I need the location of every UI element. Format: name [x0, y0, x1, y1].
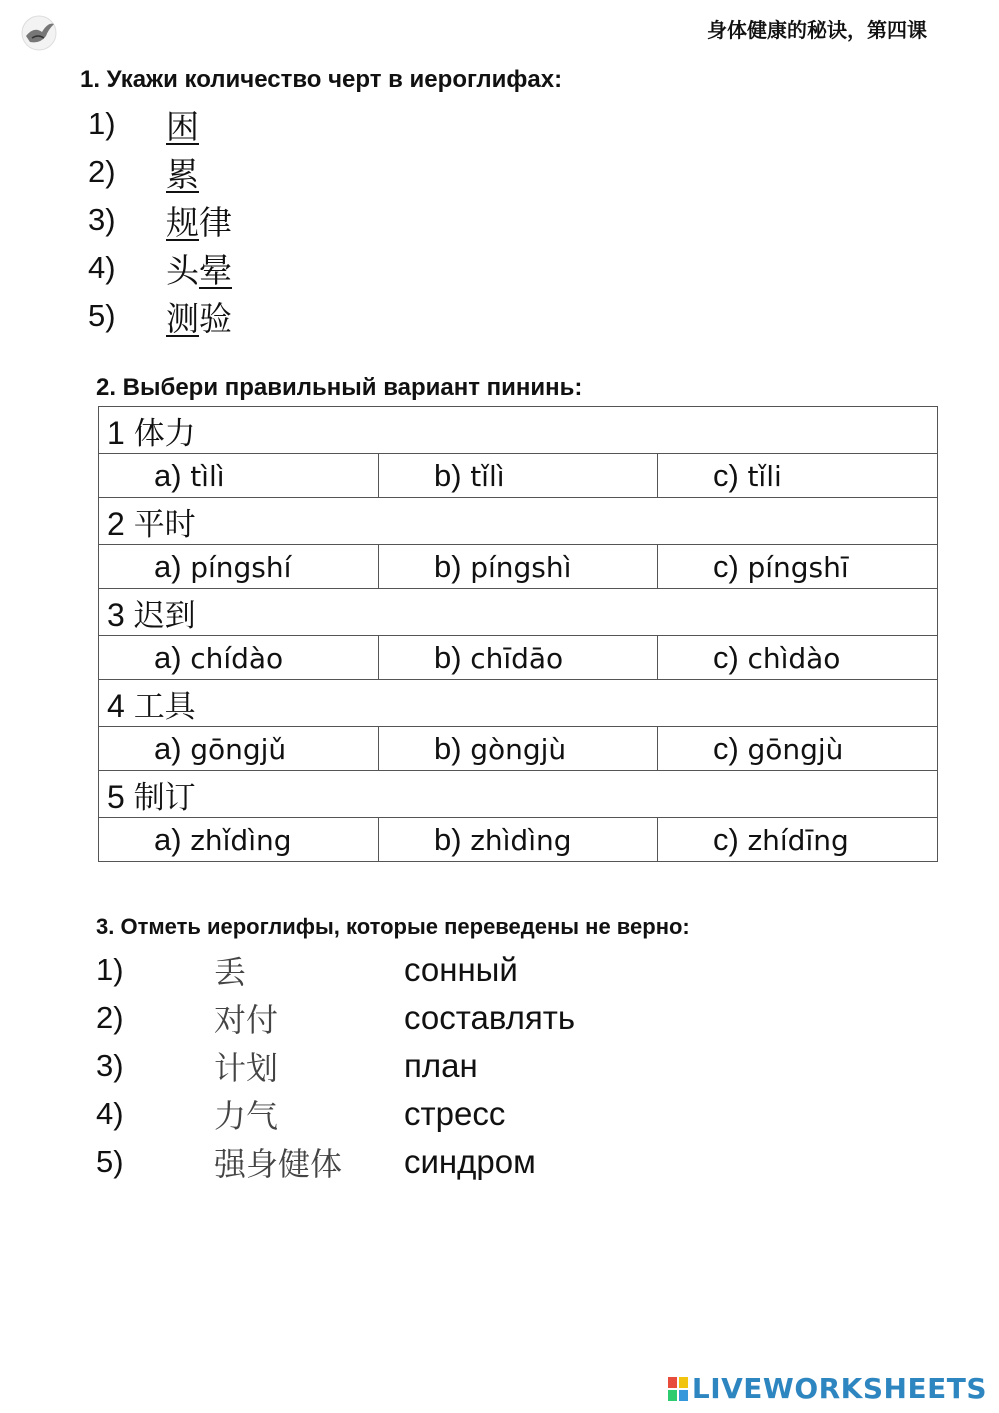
list-item[interactable]	[96, 1138, 575, 1186]
option-text: zhìdìng	[470, 823, 572, 857]
list-item[interactable]	[96, 1090, 575, 1138]
option-a[interactable]	[99, 545, 379, 589]
option-letter: c)	[713, 821, 739, 857]
option-b[interactable]	[379, 818, 658, 862]
question-cell	[99, 407, 938, 454]
bird-logo-icon	[20, 14, 58, 52]
item-number: 4)	[88, 250, 116, 285]
option-a[interactable]	[99, 818, 379, 862]
option-a[interactable]	[99, 454, 379, 498]
underlined-char[interactable]: 测	[166, 298, 199, 338]
option-letter: c)	[713, 639, 739, 675]
option-letter: a)	[154, 548, 182, 584]
question-number: 2	[107, 505, 125, 542]
option-letter: b)	[434, 821, 462, 857]
plain-char: 律	[199, 202, 232, 242]
option-b[interactable]	[379, 636, 658, 680]
option-letter: a)	[154, 457, 182, 493]
question-number: 3	[107, 596, 125, 633]
item-number: 5)	[88, 298, 116, 333]
item-number: 3)	[88, 202, 116, 237]
hanzi-word	[166, 293, 232, 340]
translation: синдром	[404, 1143, 536, 1180]
options-row	[99, 818, 938, 862]
liveworksheets-logo[interactable]	[668, 1372, 987, 1405]
question-cell	[99, 589, 938, 636]
option-b[interactable]	[379, 545, 658, 589]
translation: составлять	[404, 999, 576, 1036]
options-row	[99, 727, 938, 771]
question-number: 5	[107, 778, 125, 815]
brand-name: LIVEWORKSHEETS	[691, 1372, 987, 1405]
item-number: 1)	[88, 106, 116, 141]
section1-heading: 1. Укажи количество черт в иероглифах:	[80, 66, 563, 93]
option-text: gòngjù	[470, 732, 567, 766]
option-c[interactable]	[658, 545, 938, 589]
option-c[interactable]	[658, 727, 938, 771]
option-c[interactable]	[658, 636, 938, 680]
option-text: gōngjǔ	[190, 732, 287, 766]
underlined-char[interactable]: 困	[166, 106, 199, 146]
option-text: tǐlì	[470, 459, 505, 493]
hanzi-word: 计划	[214, 1049, 279, 1087]
question-row	[99, 407, 938, 454]
item-number: 2)	[88, 154, 116, 189]
option-c[interactable]	[658, 454, 938, 498]
item-number: 3)	[96, 1048, 124, 1083]
list-item	[88, 292, 232, 340]
underlined-char[interactable]: 晕	[199, 250, 232, 290]
section2-heading: 2. Выбери правильный вариант пининь:	[96, 374, 583, 401]
option-text: zhǐdìng	[190, 823, 292, 857]
option-letter: b)	[434, 457, 462, 493]
option-c[interactable]	[658, 818, 938, 862]
option-letter: c)	[713, 548, 739, 584]
question-word: 平时	[133, 506, 196, 543]
question-word: 制订	[133, 779, 196, 816]
option-text: píngshī	[747, 550, 849, 584]
translation: стресс	[404, 1095, 506, 1132]
option-letter: c)	[713, 730, 739, 766]
list-item[interactable]	[96, 946, 575, 994]
hanzi-word	[166, 101, 199, 148]
hanzi-word	[166, 245, 232, 292]
underlined-char[interactable]: 规	[166, 202, 199, 242]
question-word: 工具	[133, 688, 196, 725]
pinyin-table	[98, 406, 938, 862]
option-text: tìlì	[190, 459, 225, 493]
option-letter: b)	[434, 639, 462, 675]
option-a[interactable]	[99, 636, 379, 680]
option-text: píngshì	[470, 550, 572, 584]
option-text: zhídīng	[747, 823, 849, 857]
option-letter: b)	[434, 548, 462, 584]
question-number: 4	[107, 687, 125, 724]
question-cell	[99, 771, 938, 818]
question-row	[99, 498, 938, 545]
hanzi-word	[166, 197, 232, 244]
list-item[interactable]	[96, 1042, 575, 1090]
translation: сонный	[404, 951, 518, 988]
hanzi-word: 丢	[214, 953, 247, 991]
plain-char: 头	[166, 250, 199, 290]
underlined-char[interactable]: 累	[166, 154, 199, 194]
section1-list	[88, 100, 232, 340]
plain-char: 验	[199, 298, 232, 338]
section3-list	[96, 946, 575, 1186]
option-text: chìdào	[747, 641, 841, 675]
question-cell	[99, 680, 938, 727]
question-word: 体力	[133, 415, 196, 452]
hanzi-word	[166, 149, 199, 196]
options-row	[99, 545, 938, 589]
option-a[interactable]	[99, 727, 379, 771]
option-b[interactable]	[379, 727, 658, 771]
question-number: 1	[107, 414, 125, 451]
list-item[interactable]	[96, 994, 575, 1042]
question-row	[99, 680, 938, 727]
option-letter: c)	[713, 457, 739, 493]
hanzi-word: 对付	[214, 1001, 279, 1039]
lesson-title: 身体健康的秘诀，第四课	[707, 18, 927, 42]
option-b[interactable]	[379, 454, 658, 498]
option-letter: a)	[154, 821, 182, 857]
item-number: 2)	[96, 1000, 124, 1035]
option-text: chídào	[190, 641, 284, 675]
liveworksheets-badge-icon	[668, 1377, 688, 1401]
option-letter: a)	[154, 730, 182, 766]
option-text: tǐli	[747, 459, 782, 493]
hanzi-word: 强身健体	[214, 1145, 343, 1183]
translation: план	[404, 1047, 478, 1084]
question-row	[99, 771, 938, 818]
question-word: 迟到	[133, 597, 196, 634]
option-text: píngshí	[190, 550, 292, 584]
item-number: 5)	[96, 1144, 124, 1179]
list-item	[88, 148, 232, 196]
list-item	[88, 244, 232, 292]
question-row	[99, 589, 938, 636]
option-letter: b)	[434, 730, 462, 766]
option-text: chīdāo	[470, 641, 564, 675]
question-cell	[99, 498, 938, 545]
section3-heading: 3. Отметь иероглифы, которые переведены не верно:	[96, 914, 690, 939]
option-text: gōngjù	[747, 732, 844, 766]
item-number: 1)	[96, 952, 124, 987]
list-item	[88, 100, 232, 148]
options-row	[99, 454, 938, 498]
item-number: 4)	[96, 1096, 124, 1131]
options-row	[99, 636, 938, 680]
option-letter: a)	[154, 639, 182, 675]
hanzi-word: 力气	[214, 1097, 279, 1135]
list-item	[88, 196, 232, 244]
